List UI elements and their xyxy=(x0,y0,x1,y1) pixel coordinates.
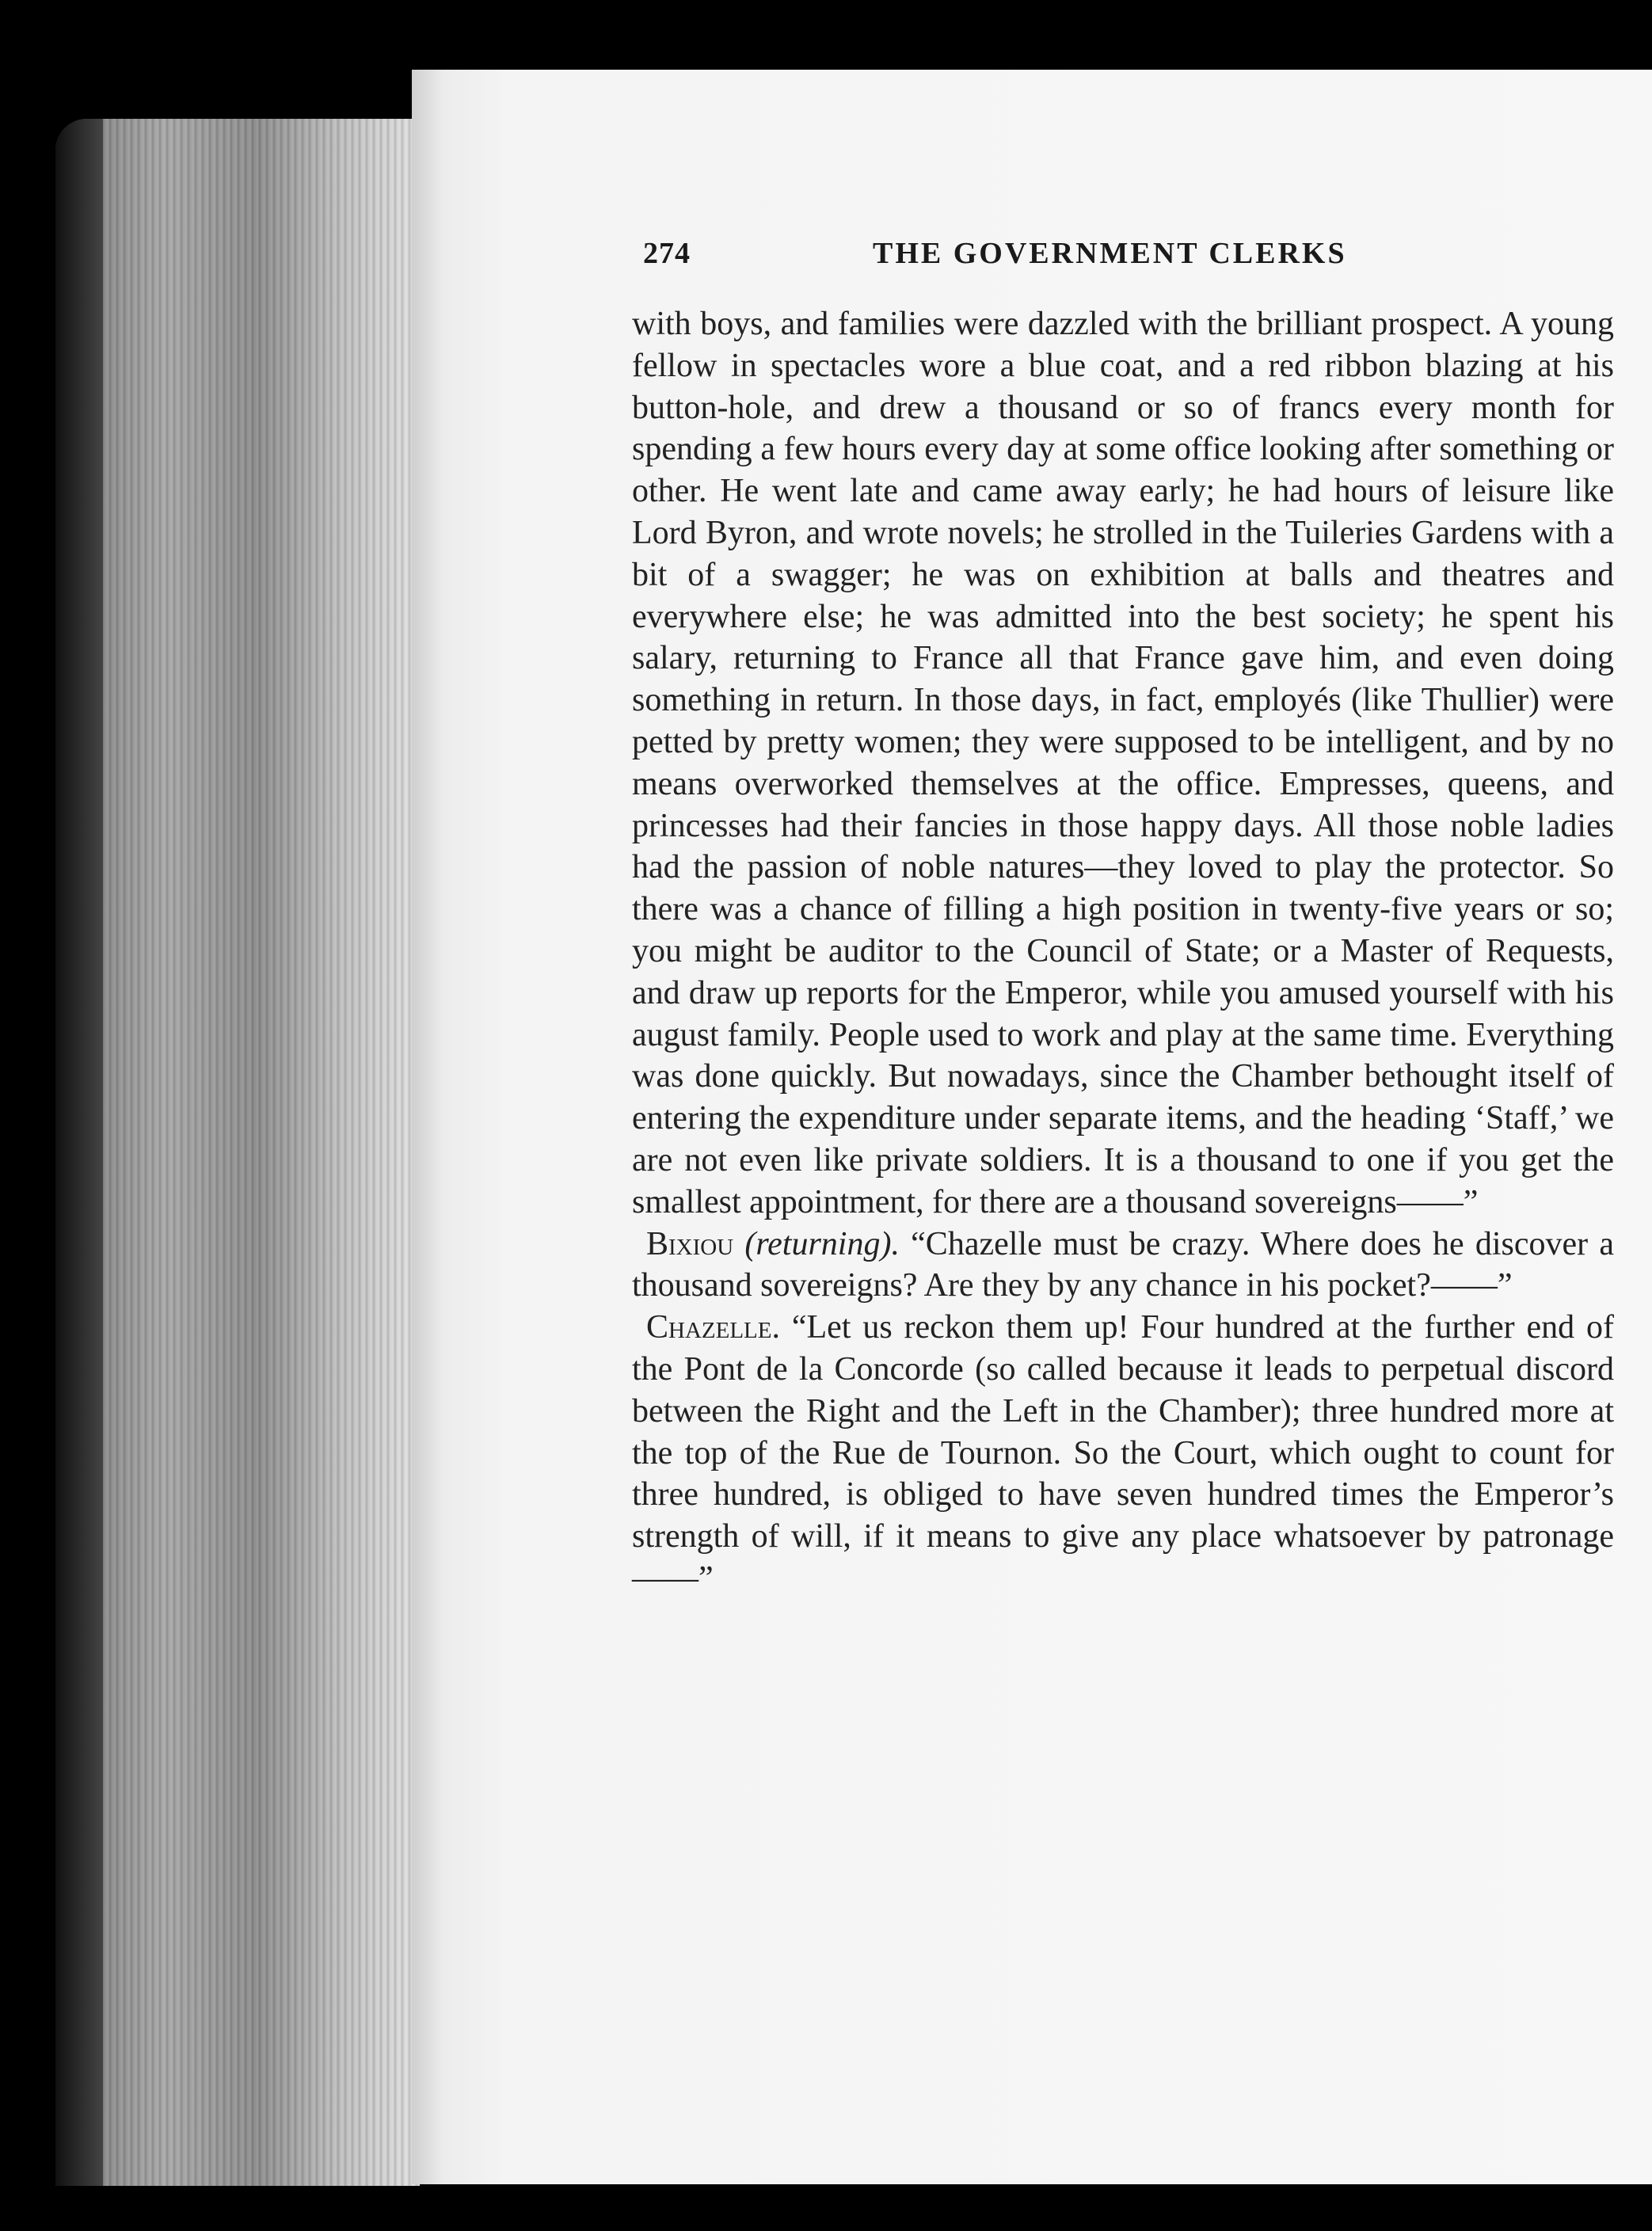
running-title: THE GOVERNMENT CLERKS xyxy=(873,237,1347,270)
paragraph-1: with boys, and families were dazzled with the brilliant prospect. A young fellow in spectacles wore a blue coat, and a red ribbon blazing at his button-hole, and drew a thousand or so of francs every month for spending a few hours every day at some office looking after something or other. He went late and came away early; he had hours of leisure like Lord Byron, and wrote novels; he strolled in the Tuileries Gardens with a bit of a swagger; he was on exhibition at balls and theatres and everywhere else; he was admitted into the best society; he spent his salary, returning to France all that France gave him, and even doing something in return. In those days, in fact, employés (like Thullier) were petted by pretty women; they were supposed to be intelligent, and by no means overworked themselves at the office. Empresses, queens, and princesses had their fancies in those happy days. All those noble ladies had the passion of noble natures—they loved to play the protector. So there was a chance of filling a high position in twenty-five years or so; you might be auditor to the Council of State; or a Master of Requests, and draw up reports for the Emperor, while you amused yourself with his august family. People used to work and play at the same time. Everything was done quickly. But nowadays, since the Chamber bethought itself of entering the expenditure under separate items, and the heading ‘Staff,’ we are not even like private soldiers. It is a thousand to one if you get the smallest appointment, for there are a thousand sovereigns——” xyxy=(632,306,1614,1220)
stage-direction: (returning). xyxy=(744,1225,900,1262)
speaker-name: Bixiou xyxy=(646,1225,734,1262)
paragraph-3 xyxy=(632,1307,1614,1600)
page-number: 274 xyxy=(643,237,691,270)
paragraph-2 xyxy=(632,1224,1614,1308)
book-page-edges xyxy=(55,119,420,2194)
paragraph-2-text: “Chazelle must be crazy. Where does he discover a thousand sovereigns? Are they by any chance in his pocket?——” xyxy=(632,1225,1614,1304)
body-text xyxy=(632,303,1614,1600)
paragraph-3-text: “Let us reckon them up! Four hundred at the further end of the Pont de la Concorde (so called because it leads to perpetual discord between the Right and the Left in the Chamber); three hundred more at the top of the Rue de Tournon. So the Court, which ought to count for three hundred, is obliged to have seven hundred times the Emperor’s strength of will, if it means to give any place whatsoever by patronage——” xyxy=(632,1309,1614,1597)
book-spine-shadow xyxy=(55,119,103,2194)
page-header xyxy=(643,236,1378,284)
scan-bottom-edge xyxy=(0,2186,1652,2231)
speaker-name: Chazelle. xyxy=(646,1309,780,1346)
